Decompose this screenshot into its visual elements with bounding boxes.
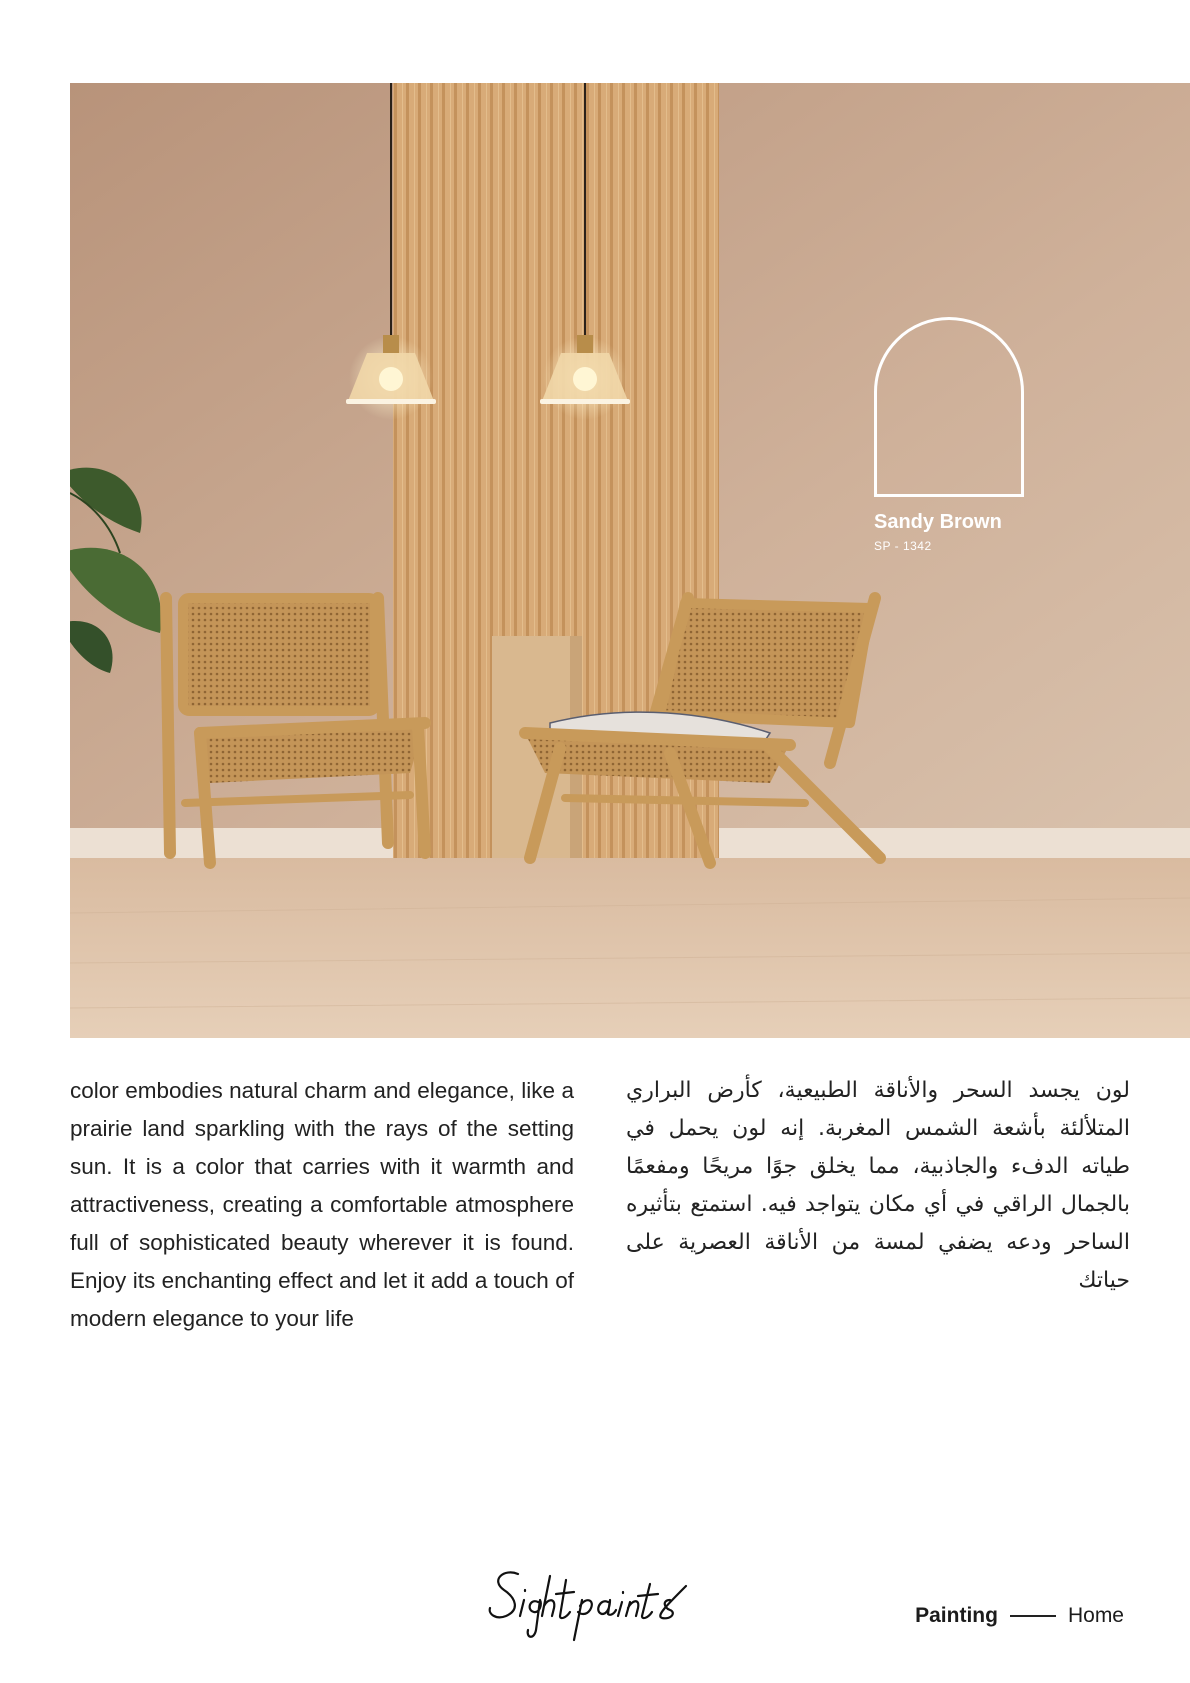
nav-home-link[interactable]: Home — [1067, 1604, 1124, 1627]
nav-painting-link[interactable]: Painting — [915, 1604, 998, 1627]
nav-divider — [1010, 1615, 1056, 1617]
swatch-arch-outline — [874, 317, 1024, 497]
swatch-color-code: SP - 1342 — [874, 539, 932, 553]
color-swatch — [874, 317, 1034, 557]
footer-nav — [915, 1601, 1124, 1631]
description-english: color embodies natural charm and elegance, like a prairie land sparkling with the rays of the setting sun. It is a color that carries with it warmth and attractiveness, creating a comfortable atmosphere full of sophisticated beauty wherever it is found. Enjoy its enchanting effect and let it add a touch of modern elegance to your life — [70, 1078, 574, 1331]
sightpaints-logo — [486, 1556, 706, 1646]
swatch-color-name: Sandy Brown — [874, 511, 1002, 533]
description-arabic: لون يجسد السحر والأناقة الطبيعية، كأرض البراري المتلألئة بأشعة الشمس المغربة. إنه لون يحمل في طياته الدفء والجاذبية، مما يخلق جوًا مريحًا ومفعمًا بالجمال الراقي في أي مكان يتواجد فيه. استمتع بتأثيره الساحر ودعه يضفي لمسة من الأناقة العصرية على حياتك — [626, 1078, 1130, 1293]
hero-photo — [70, 83, 1190, 1038]
